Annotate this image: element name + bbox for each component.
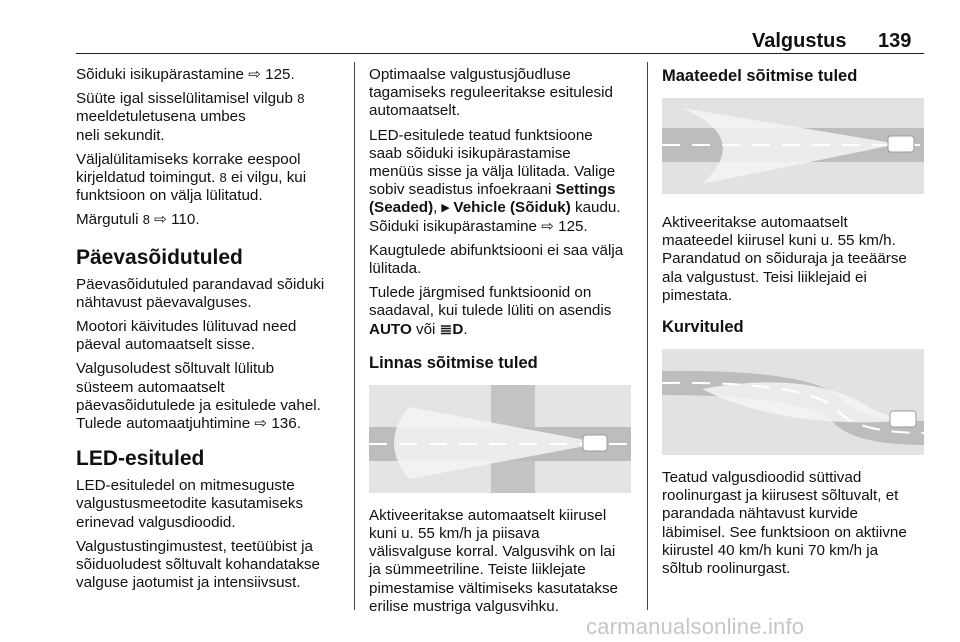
column-divider-2	[647, 62, 648, 610]
paragraph: Märgutuli 8 ⇨ 110.	[76, 211, 200, 229]
page-number: 139	[878, 30, 912, 52]
heading-curve-lights: Kurvituled	[662, 318, 744, 337]
paragraph: Süüte igal sisselülitamisel vilgub 8 meeldetuletusena umbes neli sekundit.	[76, 90, 305, 144]
city-light-illustration	[369, 385, 631, 493]
column-divider-1	[354, 62, 355, 610]
paragraph: Teatud valgusdioodid süttivad roolinurgast ja kiirusest sõltuvalt, et parandada nähtavust kurvide läbimisel. See funktsioon on aktiivne kiirustel 40 km/h kuni 70 km/h ja sõltub roolinurgast.	[662, 469, 907, 578]
indicator-symbol: 8	[219, 170, 227, 186]
curve-light-illustration	[662, 349, 924, 455]
column-2	[369, 66, 637, 622]
paragraph: LED-esituledel on mitmesuguste valgustusmeetodite kasutamiseks erinevad valgusdioodid.	[76, 477, 304, 531]
paragraph: Päevasõidutuled parandavad sõiduki nähtavust päevavalguses.	[76, 275, 325, 311]
heading-country-lights: Maateedel sõitmise tuled	[662, 67, 858, 85]
paragraph: Aktiveeritakse automaatselt maateedel kiirusel kuni u. 55 km/h. Parandatud on sõiduraja ja teeäärse ala valgustust. Teisi liiklejaid ei pimestata.	[662, 214, 907, 304]
paragraph: Mootori käivitudes lülituvad need päeval automaatselt sisse.	[76, 318, 297, 354]
heading-city-lights: Linnas sõitmise tuled	[369, 353, 538, 372]
header-title: Valgustus	[752, 30, 847, 52]
column-1	[76, 66, 348, 598]
indicator-symbol: 8	[297, 91, 305, 107]
paragraph: Optimaalse valgustusjõudluse tagamiseks reguleeritakse esitulesid automaatselt.	[369, 66, 613, 120]
paragraph: Väljalülitamiseks korrake eespool kirjeldatud toimingut. 8 ei vilgu, kui funktsioon on välja lülitatud.	[76, 150, 307, 205]
header-rule	[76, 53, 924, 54]
heading-led-headlights: LED-esituled	[76, 447, 205, 471]
paragraph: Sõiduki isikupärastamine ⇨ 125.	[76, 66, 295, 83]
paragraph: Aktiveeritakse automaatselt kiirusel kuni u. 55 km/h ja piisava välisvalguse korral. Valgusvihk on lai ja sümmeetriline. Teiste liiklejate pimestamise vältimiseks kasutatakse erilise mustriga valgusvihku.	[369, 506, 618, 615]
headlight-symbol: ≣D	[439, 320, 464, 338]
column-3	[662, 66, 928, 584]
paragraph: Valgusoludest sõltuvalt lülitub süsteem automaatselt päevasõidutulede ja esitulede vahel. Tulede automaatjuhtimine ⇨ 136.	[76, 360, 321, 433]
paragraph: LED-esitulede teatud funktsioone saab sõiduki isikupärastamise menüüs sisse ja välja lülitada. Valige sobiv seadistus infoekraani Settings (Seaded), ▸ Vehicle (Sõiduk) kaudu. Sõiduki isikupärastamine ⇨ 125.	[369, 126, 621, 235]
heading-daytime-lights: Päevasõidutuled	[76, 245, 243, 269]
watermark: carmanualsonline.info	[586, 614, 805, 639]
paragraph: Valgustustingimustest, teetüübist ja sõiduoludest sõltuvalt kohandatakse valguse jaotumist ja intensiivsust.	[76, 537, 321, 592]
indicator-symbol: 8	[142, 212, 150, 228]
paragraph: Tulede järgmised funktsioonid on saadaval, kui tulede lüliti on asendis AUTO või ≣D.	[369, 284, 612, 338]
paragraph: Kaugtulede abifunktsiooni ei saa välja lülitada.	[369, 241, 624, 278]
country-light-illustration	[662, 98, 924, 194]
